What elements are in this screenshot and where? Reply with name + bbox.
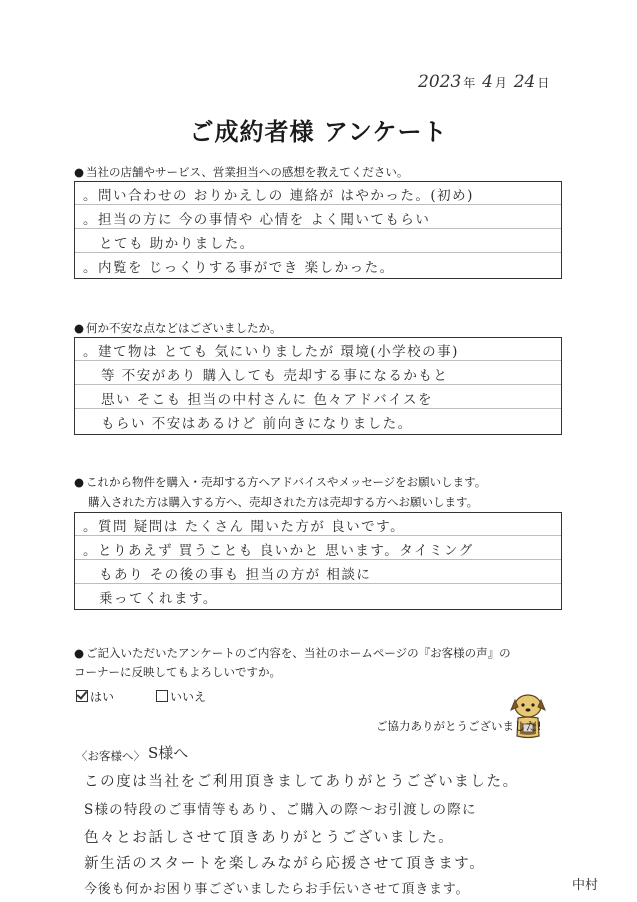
question-4-text: ご記入いただいたアンケートのご内容を、当社のホームページの『お客様の声』の: [86, 646, 511, 660]
date-year-label: 年: [463, 76, 476, 90]
answer-text: 思い そこも 担当の中村さんに 色々アドバイスを: [101, 392, 433, 408]
answer-text: もらい 不安はあるけど 前向きになりました。: [101, 416, 413, 432]
date-day: 24: [513, 72, 536, 92]
answer-line: [75, 254, 561, 276]
reply-line: 色々とお話しさせて頂きありがとうございました。: [84, 830, 455, 846]
reply-signature: 中村: [572, 878, 599, 893]
date-month: 4: [482, 72, 493, 92]
answer-line: [75, 386, 561, 409]
answer-line: [75, 230, 561, 253]
answer-text: 。内覧を じっくりする事ができ 楽しかった。: [83, 260, 395, 276]
question-1: [74, 164, 408, 180]
answer-line: [75, 206, 561, 229]
checkbox-checked-icon: [76, 690, 88, 702]
question-3-text: これから物件を購入・売却する方へアドバイスやメッセージをお願いします。: [86, 475, 487, 489]
bullet-icon: ●: [74, 646, 85, 660]
question-1-text: 当社の店舗やサービス、営業担当への感想を教えてください。: [86, 165, 409, 179]
reply-line: 新生活のスタートを楽しみながら応援させて頂きます。: [84, 856, 486, 872]
reply-line: S様の特段のご事情等もあり、ご購入の際〜お引渡しの際に: [84, 802, 477, 818]
consent-yes-checkbox[interactable]: [76, 688, 114, 705]
answer-text: 。建て物は とても 気にいりましたが 環境(小学校の事): [83, 344, 459, 360]
answer-box-3: [74, 512, 562, 610]
question-4: [74, 645, 511, 661]
date-month-label: 月: [494, 76, 507, 90]
bullet-icon: ●: [74, 475, 85, 489]
answer-text: もあり その後の事も 担当の方が 相談に: [99, 567, 372, 583]
answer-text: 乗ってくれます。: [99, 591, 218, 607]
answer-text: 。担当の方に 今の事情や 心情を よく聞いてもらい: [83, 212, 431, 228]
consent-yes-label: はい: [90, 690, 115, 704]
answer-line: [75, 585, 561, 607]
reply-label: 〈お客様へ〉: [76, 749, 145, 763]
survey-date: [418, 72, 551, 92]
answer-box-2: [74, 337, 562, 435]
consent-no-checkbox[interactable]: [156, 688, 206, 705]
answer-line: [75, 362, 561, 385]
answer-line: [75, 513, 561, 536]
answer-text: 。とりあえず 買うことも 良いかと 思います。タイミング: [83, 543, 474, 559]
reply-line: 今後も何かお困り事ございましたらお手伝いさせて頂きます。: [84, 882, 470, 897]
bullet-icon: ●: [74, 321, 85, 335]
answer-text: 。問い合わせの おりかえしの 連絡が はやかった。(初め): [83, 188, 474, 204]
answer-line: [75, 537, 561, 560]
answer-text: 。質問 疑問は たくさん 聞いた方が 良いです。: [83, 519, 406, 535]
page-title: ご成約者様 アンケート: [189, 118, 448, 146]
checkbox-empty-icon: [156, 690, 168, 702]
answer-text: とても 助かりました。: [99, 236, 255, 252]
reply-line: この度は当社をご利用頂きましてありがとうございました。: [84, 774, 519, 790]
answer-line: [75, 338, 561, 361]
answer-line: [75, 561, 561, 584]
question-2-text: 何か不安な点などはございましたか。: [86, 321, 282, 335]
question-4-line2: コーナーに反映してもよろしいですか。: [74, 665, 281, 679]
question-2: [74, 320, 282, 336]
answer-line: [75, 410, 561, 432]
answer-box-1: [74, 181, 562, 279]
question-3-sub: 購入された方は購入する方へ、売却された方は売却する方へお願いします。: [88, 495, 479, 509]
answer-line: [75, 182, 561, 205]
answer-text: 等 不安があり 購入しても 売却する事になるかもと: [101, 368, 449, 384]
consent-no-label: いいえ: [170, 690, 207, 704]
thanks-message: ご協力ありがとうございました!: [376, 719, 542, 733]
date-day-label: 日: [537, 76, 550, 90]
question-3: [74, 474, 486, 490]
bullet-icon: ●: [74, 165, 85, 179]
date-year: 2023: [418, 72, 462, 92]
reply-salutation: S様へ: [148, 744, 189, 762]
